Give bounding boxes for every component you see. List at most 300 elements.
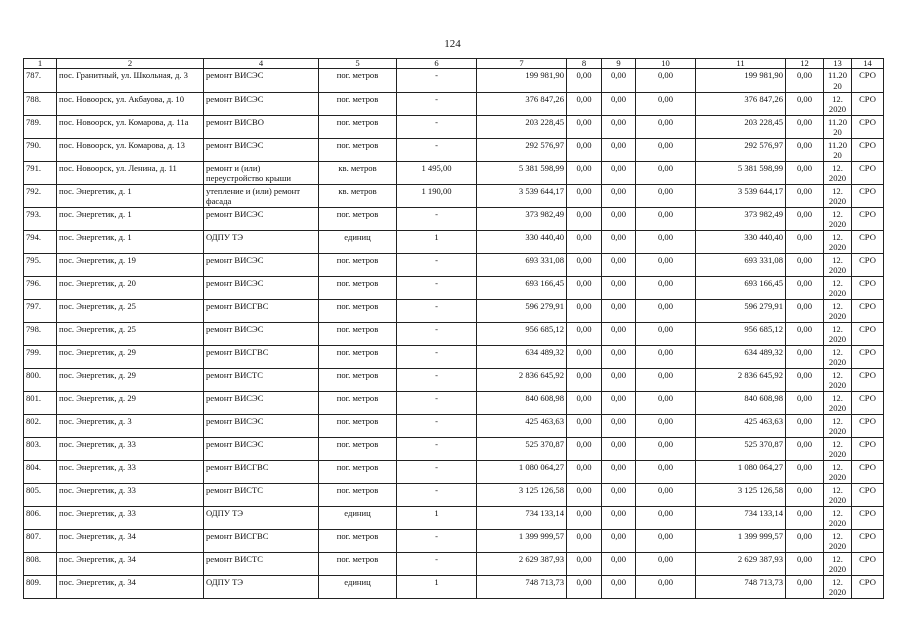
total-cost-cell: 840 608,98 [477, 391, 567, 414]
fund-cell: 0,00 [567, 253, 602, 276]
fund-cell: 0,00 [567, 322, 602, 345]
method-cell: СРО [852, 161, 884, 184]
address-cell: пос. Энергетик, д. 1 [57, 230, 204, 253]
method-cell: СРО [852, 276, 884, 299]
row-number: 808. [24, 552, 57, 575]
unit-cell: пог. метров [319, 115, 397, 138]
quantity-cell: - [397, 368, 477, 391]
table-row [24, 161, 884, 184]
local-budget-cell: 0,00 [636, 460, 696, 483]
owners-funds-cell: 634 489,32 [696, 345, 786, 368]
address-cell: пос. Энергетик, д. 33 [57, 506, 204, 529]
owners-funds-cell: 330 440,40 [696, 230, 786, 253]
local-budget-cell: 0,00 [636, 161, 696, 184]
method-cell: СРО [852, 322, 884, 345]
method-cell: СРО [852, 529, 884, 552]
deadline-cell: 12. 2020 [824, 92, 852, 115]
column-header: 12 [786, 59, 824, 69]
table-row [24, 299, 884, 322]
deadline-cell: 12. 2020 [824, 368, 852, 391]
total-cost-cell: 425 463,63 [477, 414, 567, 437]
other-funds-cell: 0,00 [786, 161, 824, 184]
local-budget-cell: 0,00 [636, 368, 696, 391]
quantity-cell: 1 190,00 [397, 184, 477, 207]
local-budget-cell: 0,00 [636, 483, 696, 506]
deadline-cell: 12. 2020 [824, 483, 852, 506]
work-type-cell: ремонт ВИСЭС [204, 391, 319, 414]
total-cost-cell: 2 629 387,93 [477, 552, 567, 575]
row-number: 796. [24, 276, 57, 299]
work-type-cell: ремонт ВИСЭС [204, 138, 319, 161]
local-budget-cell: 0,00 [636, 529, 696, 552]
local-budget-cell: 0,00 [636, 552, 696, 575]
fund-cell: 0,00 [567, 575, 602, 598]
row-number: 803. [24, 437, 57, 460]
table-row [24, 460, 884, 483]
fund-cell: 0,00 [567, 552, 602, 575]
method-cell: СРО [852, 437, 884, 460]
fund-cell: 0,00 [567, 299, 602, 322]
column-header: 6 [397, 59, 477, 69]
unit-cell: пог. метров [319, 391, 397, 414]
method-cell: СРО [852, 69, 884, 93]
deadline-cell: 12. 2020 [824, 299, 852, 322]
local-budget-cell: 0,00 [636, 207, 696, 230]
deadline-cell: 12. 2020 [824, 391, 852, 414]
total-cost-cell: 748 713,73 [477, 575, 567, 598]
row-number: 793. [24, 207, 57, 230]
method-cell: СРО [852, 138, 884, 161]
total-cost-cell: 1 399 999,57 [477, 529, 567, 552]
total-cost-cell: 199 981,90 [477, 69, 567, 93]
budget-cell: 0,00 [602, 552, 636, 575]
owners-funds-cell: 956 685,12 [696, 322, 786, 345]
total-cost-cell: 956 685,12 [477, 322, 567, 345]
budget-cell: 0,00 [602, 230, 636, 253]
other-funds-cell: 0,00 [786, 253, 824, 276]
table-row [24, 276, 884, 299]
total-cost-cell: 3 125 126,58 [477, 483, 567, 506]
owners-funds-cell: 203 228,45 [696, 115, 786, 138]
method-cell: СРО [852, 552, 884, 575]
budget-cell: 0,00 [602, 184, 636, 207]
budget-cell: 0,00 [602, 414, 636, 437]
local-budget-cell: 0,00 [636, 391, 696, 414]
column-header: 7 [477, 59, 567, 69]
deadline-cell: 11.20 20 [824, 115, 852, 138]
row-number: 789. [24, 115, 57, 138]
table-row [24, 483, 884, 506]
owners-funds-cell: 734 133,14 [696, 506, 786, 529]
column-header: 8 [567, 59, 602, 69]
quantity-cell: - [397, 207, 477, 230]
quantity-cell: - [397, 414, 477, 437]
owners-funds-cell: 2 629 387,93 [696, 552, 786, 575]
quantity-cell: 1 495,00 [397, 161, 477, 184]
other-funds-cell: 0,00 [786, 368, 824, 391]
other-funds-cell: 0,00 [786, 299, 824, 322]
unit-cell: пог. метров [319, 345, 397, 368]
unit-cell: пог. метров [319, 529, 397, 552]
other-funds-cell: 0,00 [786, 345, 824, 368]
row-number: 802. [24, 414, 57, 437]
total-cost-cell: 1 080 064,27 [477, 460, 567, 483]
column-header: 2 [57, 59, 204, 69]
budget-cell: 0,00 [602, 207, 636, 230]
owners-funds-cell: 693 331,08 [696, 253, 786, 276]
unit-cell: пог. метров [319, 437, 397, 460]
address-cell: пос. Энергетик, д. 34 [57, 529, 204, 552]
deadline-cell: 12. 2020 [824, 161, 852, 184]
other-funds-cell: 0,00 [786, 230, 824, 253]
owners-funds-cell: 425 463,63 [696, 414, 786, 437]
unit-cell: единиц [319, 506, 397, 529]
unit-cell: пог. метров [319, 253, 397, 276]
deadline-cell: 12. 2020 [824, 230, 852, 253]
quantity-cell: - [397, 138, 477, 161]
quantity-cell: 1 [397, 575, 477, 598]
unit-cell: пог. метров [319, 207, 397, 230]
row-number: 800. [24, 368, 57, 391]
local-budget-cell: 0,00 [636, 230, 696, 253]
row-number: 794. [24, 230, 57, 253]
total-cost-cell: 330 440,40 [477, 230, 567, 253]
row-number: 795. [24, 253, 57, 276]
address-cell: пос. Энергетик, д. 1 [57, 184, 204, 207]
column-number-header-row [24, 59, 884, 69]
work-type-cell: ремонт ВИСЭС [204, 207, 319, 230]
address-cell: пос. Энергетик, д. 3 [57, 414, 204, 437]
deadline-cell: 12. 2020 [824, 276, 852, 299]
method-cell: СРО [852, 184, 884, 207]
budget-cell: 0,00 [602, 322, 636, 345]
address-cell: пос. Энергетик, д. 34 [57, 575, 204, 598]
work-type-cell: ремонт ВИСЭС [204, 276, 319, 299]
deadline-cell: 11.20 20 [824, 138, 852, 161]
local-budget-cell: 0,00 [636, 138, 696, 161]
quantity-cell: - [397, 299, 477, 322]
owners-funds-cell: 376 847,26 [696, 92, 786, 115]
unit-cell: пог. метров [319, 368, 397, 391]
work-type-cell: ОДПУ ТЭ [204, 506, 319, 529]
budget-cell: 0,00 [602, 460, 636, 483]
unit-cell: пог. метров [319, 299, 397, 322]
budget-cell: 0,00 [602, 276, 636, 299]
work-type-cell: ОДПУ ТЭ [204, 230, 319, 253]
method-cell: СРО [852, 345, 884, 368]
table-row [24, 230, 884, 253]
fund-cell: 0,00 [567, 161, 602, 184]
work-type-cell: ремонт ВИСЭС [204, 69, 319, 93]
budget-cell: 0,00 [602, 69, 636, 93]
fund-cell: 0,00 [567, 69, 602, 93]
deadline-cell: 12. 2020 [824, 506, 852, 529]
address-cell: пос. Новоорск, ул. Комарова, д. 13 [57, 138, 204, 161]
quantity-cell: - [397, 483, 477, 506]
table-row [24, 345, 884, 368]
fund-cell: 0,00 [567, 414, 602, 437]
row-number: 801. [24, 391, 57, 414]
repair-schedule-table [23, 58, 884, 599]
address-cell: пос. Гранитный, ул. Школьная, д. 3 [57, 69, 204, 93]
method-cell: СРО [852, 391, 884, 414]
other-funds-cell: 0,00 [786, 276, 824, 299]
row-number: 787. [24, 69, 57, 93]
work-type-cell: ремонт ВИСЭС [204, 253, 319, 276]
owners-funds-cell: 3 539 644,17 [696, 184, 786, 207]
owners-funds-cell: 525 370,87 [696, 437, 786, 460]
deadline-cell: 12. 2020 [824, 253, 852, 276]
fund-cell: 0,00 [567, 368, 602, 391]
fund-cell: 0,00 [567, 529, 602, 552]
address-cell: пос. Энергетик, д. 25 [57, 322, 204, 345]
other-funds-cell: 0,00 [786, 184, 824, 207]
owners-funds-cell: 2 836 645,92 [696, 368, 786, 391]
unit-cell: кв. метров [319, 184, 397, 207]
quantity-cell: - [397, 253, 477, 276]
owners-funds-cell: 693 166,45 [696, 276, 786, 299]
deadline-cell: 12. 2020 [824, 207, 852, 230]
address-cell: пос. Новоорск, ул. Акбауова, д. 10 [57, 92, 204, 115]
row-number: 799. [24, 345, 57, 368]
table-row [24, 368, 884, 391]
unit-cell: пог. метров [319, 92, 397, 115]
budget-cell: 0,00 [602, 253, 636, 276]
work-type-cell: ремонт ВИСТС [204, 483, 319, 506]
work-type-cell: ремонт ВИСТС [204, 368, 319, 391]
other-funds-cell: 0,00 [786, 529, 824, 552]
budget-cell: 0,00 [602, 92, 636, 115]
unit-cell: пог. метров [319, 483, 397, 506]
other-funds-cell: 0,00 [786, 483, 824, 506]
other-funds-cell: 0,00 [786, 575, 824, 598]
local-budget-cell: 0,00 [636, 575, 696, 598]
table-row [24, 322, 884, 345]
owners-funds-cell: 596 279,91 [696, 299, 786, 322]
quantity-cell: - [397, 69, 477, 93]
address-cell: пос. Энергетик, д. 29 [57, 391, 204, 414]
deadline-cell: 12. 2020 [824, 437, 852, 460]
budget-cell: 0,00 [602, 299, 636, 322]
table-row [24, 115, 884, 138]
fund-cell: 0,00 [567, 184, 602, 207]
quantity-cell: - [397, 92, 477, 115]
local-budget-cell: 0,00 [636, 276, 696, 299]
work-type-cell: ремонт ВИСЭС [204, 322, 319, 345]
other-funds-cell: 0,00 [786, 115, 824, 138]
other-funds-cell: 0,00 [786, 391, 824, 414]
work-type-cell: ОДПУ ТЭ [204, 575, 319, 598]
row-number: 809. [24, 575, 57, 598]
table-row [24, 506, 884, 529]
deadline-cell: 12. 2020 [824, 322, 852, 345]
budget-cell: 0,00 [602, 575, 636, 598]
unit-cell: пог. метров [319, 552, 397, 575]
column-header: 11 [696, 59, 786, 69]
budget-cell: 0,00 [602, 368, 636, 391]
method-cell: СРО [852, 483, 884, 506]
unit-cell: единиц [319, 230, 397, 253]
row-number: 807. [24, 529, 57, 552]
quantity-cell: - [397, 460, 477, 483]
method-cell: СРО [852, 92, 884, 115]
owners-funds-cell: 3 125 126,58 [696, 483, 786, 506]
fund-cell: 0,00 [567, 115, 602, 138]
method-cell: СРО [852, 460, 884, 483]
table-row [24, 529, 884, 552]
budget-cell: 0,00 [602, 115, 636, 138]
address-cell: пос. Энергетик, д. 34 [57, 552, 204, 575]
table-row [24, 253, 884, 276]
work-type-cell: ремонт ВИСЭС [204, 437, 319, 460]
quantity-cell: - [397, 322, 477, 345]
owners-funds-cell: 748 713,73 [696, 575, 786, 598]
quantity-cell: - [397, 529, 477, 552]
unit-cell: кв. метров [319, 161, 397, 184]
local-budget-cell: 0,00 [636, 414, 696, 437]
work-type-cell: ремонт ВИСГВС [204, 460, 319, 483]
column-header: 10 [636, 59, 696, 69]
total-cost-cell: 693 166,45 [477, 276, 567, 299]
total-cost-cell: 5 381 598,99 [477, 161, 567, 184]
local-budget-cell: 0,00 [636, 437, 696, 460]
unit-cell: пог. метров [319, 322, 397, 345]
total-cost-cell: 292 576,97 [477, 138, 567, 161]
quantity-cell: - [397, 345, 477, 368]
total-cost-cell: 596 279,91 [477, 299, 567, 322]
row-number: 806. [24, 506, 57, 529]
table-row [24, 437, 884, 460]
local-budget-cell: 0,00 [636, 322, 696, 345]
table-row [24, 184, 884, 207]
deadline-cell: 12. 2020 [824, 552, 852, 575]
method-cell: СРО [852, 575, 884, 598]
deadline-cell: 12. 2020 [824, 460, 852, 483]
work-type-cell: утепление и (или) ремонт фасада [204, 184, 319, 207]
address-cell: пос. Энергетик, д. 25 [57, 299, 204, 322]
owners-funds-cell: 199 981,90 [696, 69, 786, 93]
total-cost-cell: 3 539 644,17 [477, 184, 567, 207]
column-header: 14 [852, 59, 884, 69]
row-number: 805. [24, 483, 57, 506]
owners-funds-cell: 840 608,98 [696, 391, 786, 414]
fund-cell: 0,00 [567, 92, 602, 115]
work-type-cell: ремонт ВИСТС [204, 552, 319, 575]
total-cost-cell: 693 331,08 [477, 253, 567, 276]
local-budget-cell: 0,00 [636, 299, 696, 322]
fund-cell: 0,00 [567, 276, 602, 299]
local-budget-cell: 0,00 [636, 184, 696, 207]
total-cost-cell: 525 370,87 [477, 437, 567, 460]
address-cell: пос. Энергетик, д. 33 [57, 460, 204, 483]
other-funds-cell: 0,00 [786, 138, 824, 161]
budget-cell: 0,00 [602, 391, 636, 414]
other-funds-cell: 0,00 [786, 552, 824, 575]
fund-cell: 0,00 [567, 506, 602, 529]
other-funds-cell: 0,00 [786, 322, 824, 345]
other-funds-cell: 0,00 [786, 460, 824, 483]
deadline-cell: 12. 2020 [824, 529, 852, 552]
total-cost-cell: 373 982,49 [477, 207, 567, 230]
table-row [24, 414, 884, 437]
method-cell: СРО [852, 368, 884, 391]
other-funds-cell: 0,00 [786, 69, 824, 93]
quantity-cell: 1 [397, 506, 477, 529]
method-cell: СРО [852, 207, 884, 230]
table-row [24, 575, 884, 598]
other-funds-cell: 0,00 [786, 437, 824, 460]
address-cell: пос. Новоорск, ул. Ленина, д. 11 [57, 161, 204, 184]
unit-cell: пог. метров [319, 69, 397, 93]
unit-cell: пог. метров [319, 138, 397, 161]
fund-cell: 0,00 [567, 483, 602, 506]
budget-cell: 0,00 [602, 529, 636, 552]
budget-cell: 0,00 [602, 138, 636, 161]
address-cell: пос. Энергетик, д. 1 [57, 207, 204, 230]
deadline-cell: 12. 2020 [824, 575, 852, 598]
row-number: 788. [24, 92, 57, 115]
other-funds-cell: 0,00 [786, 92, 824, 115]
work-type-cell: ремонт ВИСЭС [204, 92, 319, 115]
quantity-cell: 1 [397, 230, 477, 253]
quantity-cell: - [397, 276, 477, 299]
table-row [24, 138, 884, 161]
work-type-cell: ремонт и (или) переустройство крыши [204, 161, 319, 184]
table-row [24, 207, 884, 230]
row-number: 804. [24, 460, 57, 483]
total-cost-cell: 734 133,14 [477, 506, 567, 529]
unit-cell: пог. метров [319, 276, 397, 299]
column-header: 4 [204, 59, 319, 69]
column-header: 1 [24, 59, 57, 69]
local-budget-cell: 0,00 [636, 69, 696, 93]
work-type-cell: ремонт ВИСГВС [204, 345, 319, 368]
method-cell: СРО [852, 506, 884, 529]
total-cost-cell: 2 836 645,92 [477, 368, 567, 391]
fund-cell: 0,00 [567, 230, 602, 253]
owners-funds-cell: 5 381 598,99 [696, 161, 786, 184]
quantity-cell: - [397, 115, 477, 138]
work-type-cell: ремонт ВИСВО [204, 115, 319, 138]
unit-cell: пог. метров [319, 414, 397, 437]
fund-cell: 0,00 [567, 460, 602, 483]
unit-cell: пог. метров [319, 460, 397, 483]
other-funds-cell: 0,00 [786, 207, 824, 230]
total-cost-cell: 376 847,26 [477, 92, 567, 115]
fund-cell: 0,00 [567, 391, 602, 414]
row-number: 790. [24, 138, 57, 161]
fund-cell: 0,00 [567, 138, 602, 161]
other-funds-cell: 0,00 [786, 506, 824, 529]
other-funds-cell: 0,00 [786, 414, 824, 437]
table-row [24, 552, 884, 575]
deadline-cell: 12. 2020 [824, 345, 852, 368]
quantity-cell: - [397, 437, 477, 460]
method-cell: СРО [852, 253, 884, 276]
local-budget-cell: 0,00 [636, 92, 696, 115]
fund-cell: 0,00 [567, 437, 602, 460]
method-cell: СРО [852, 414, 884, 437]
work-type-cell: ремонт ВИСГВС [204, 299, 319, 322]
table-row [24, 69, 884, 93]
local-budget-cell: 0,00 [636, 253, 696, 276]
total-cost-cell: 203 228,45 [477, 115, 567, 138]
deadline-cell: 11.20 20 [824, 69, 852, 93]
method-cell: СРО [852, 230, 884, 253]
column-header: 13 [824, 59, 852, 69]
address-cell: пос. Энергетик, д. 33 [57, 437, 204, 460]
budget-cell: 0,00 [602, 345, 636, 368]
